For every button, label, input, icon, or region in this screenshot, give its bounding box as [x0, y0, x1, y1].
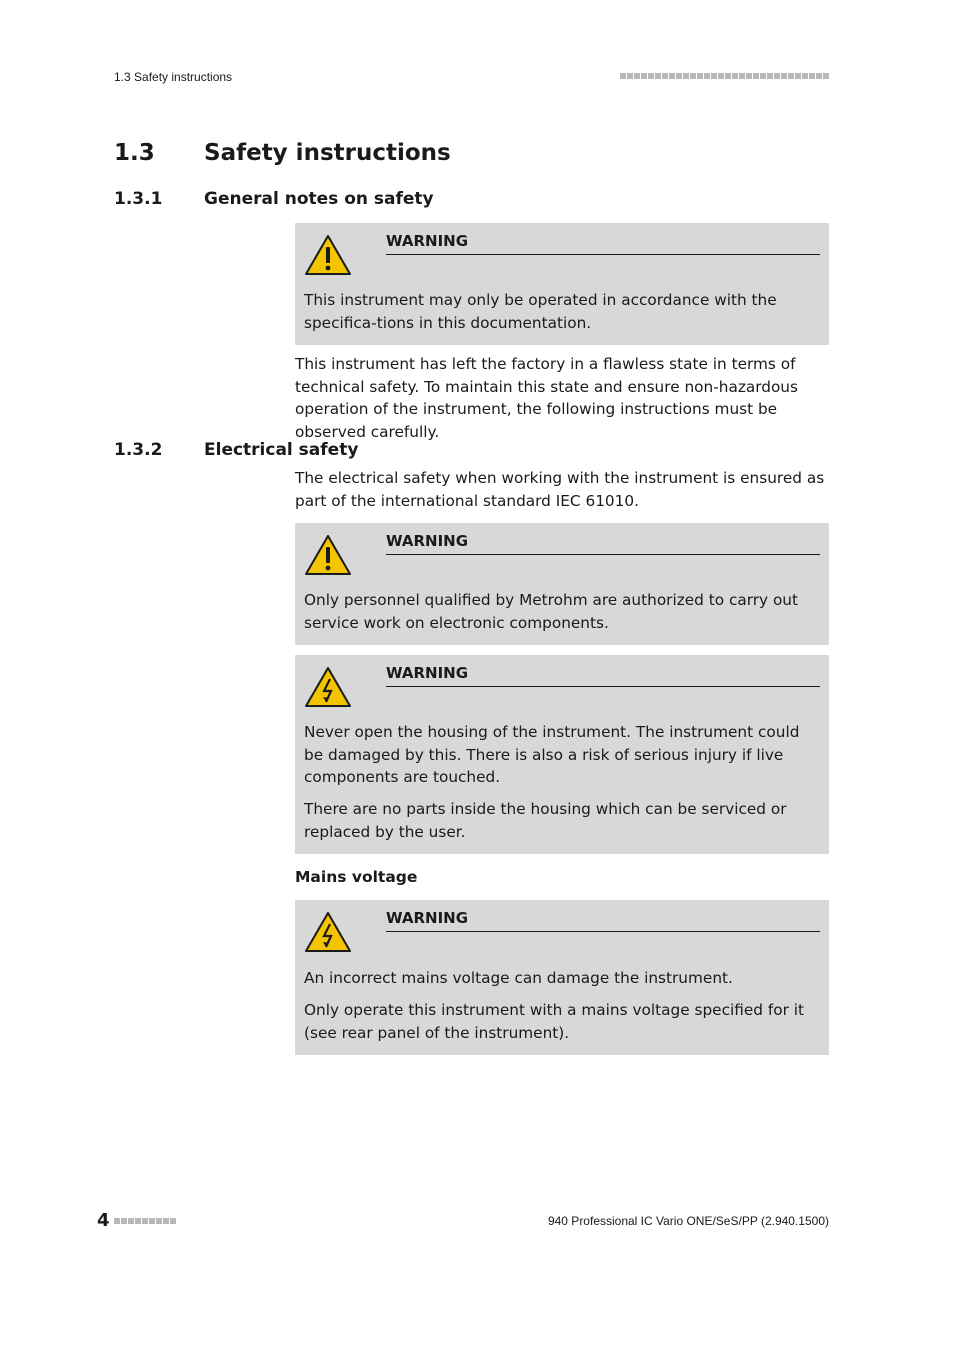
warning-triangle-icon — [305, 535, 351, 575]
subsection-title: Electrical safety — [204, 440, 359, 460]
warning-text: Only personnel qualified by Metrohm are authorized to carry out service work on electronic components. — [304, 591, 799, 632]
subsection-number: 1.3.2 — [114, 440, 163, 460]
subsection-title: General notes on safety — [204, 189, 434, 209]
warning-box — [295, 655, 829, 854]
header-decoration — [620, 73, 829, 79]
warning-text: Never open the housing of the instrument. The instrument could be damaged by this. There is also a risk of serious injury if live components are touched. — [304, 723, 800, 786]
running-header: 1.3 Safety instructions — [114, 70, 233, 84]
warning-text: Only operate this instrument with a mains voltage specified for it (see rear panel of the instrument). — [304, 1001, 804, 1042]
warning-label: WARNING — [386, 532, 820, 555]
section-number: 1.3 — [114, 140, 155, 166]
section-title: Safety instructions — [204, 140, 451, 166]
warning-text: There are no parts inside the housing which can be serviced or replaced by the user. — [304, 800, 787, 841]
subsection-number: 1.3.1 — [114, 189, 163, 209]
section-heading — [114, 140, 451, 166]
document-title: 940 Professional IC Vario ONE/SeS/PP (2.940.1500) — [547, 1214, 829, 1228]
page-number: 4 — [97, 1210, 110, 1231]
warning-text: An incorrect mains voltage can damage the instrument. — [304, 969, 733, 987]
warning-triangle-icon — [305, 235, 351, 275]
warning-label: WARNING — [386, 232, 820, 255]
high-voltage-triangle-icon — [305, 667, 351, 707]
high-voltage-triangle-icon — [305, 912, 351, 952]
subsection-heading-electrical — [114, 440, 358, 460]
subsection-heading-general — [114, 189, 434, 209]
body-paragraph: This instrument has left the factory in a flawless state in terms of technical safety. To maintain this state and ensure non-hazardous operation of the instrument, the following instructions must be observed carefully. — [295, 355, 798, 441]
body-paragraph: The electrical safety when working with the instrument is ensured as part of the international standard IEC 61010. — [295, 469, 825, 510]
warning-box — [295, 900, 829, 1055]
warning-box — [295, 223, 829, 345]
mains-voltage-heading: Mains voltage — [295, 868, 418, 886]
warning-label: WARNING — [386, 909, 820, 932]
warning-label: WARNING — [386, 664, 820, 687]
footer-decoration — [114, 1218, 176, 1224]
warning-box — [295, 523, 829, 645]
warning-text: This instrument may only be operated in accordance with the specifica-tions in this documentation. — [304, 291, 777, 332]
